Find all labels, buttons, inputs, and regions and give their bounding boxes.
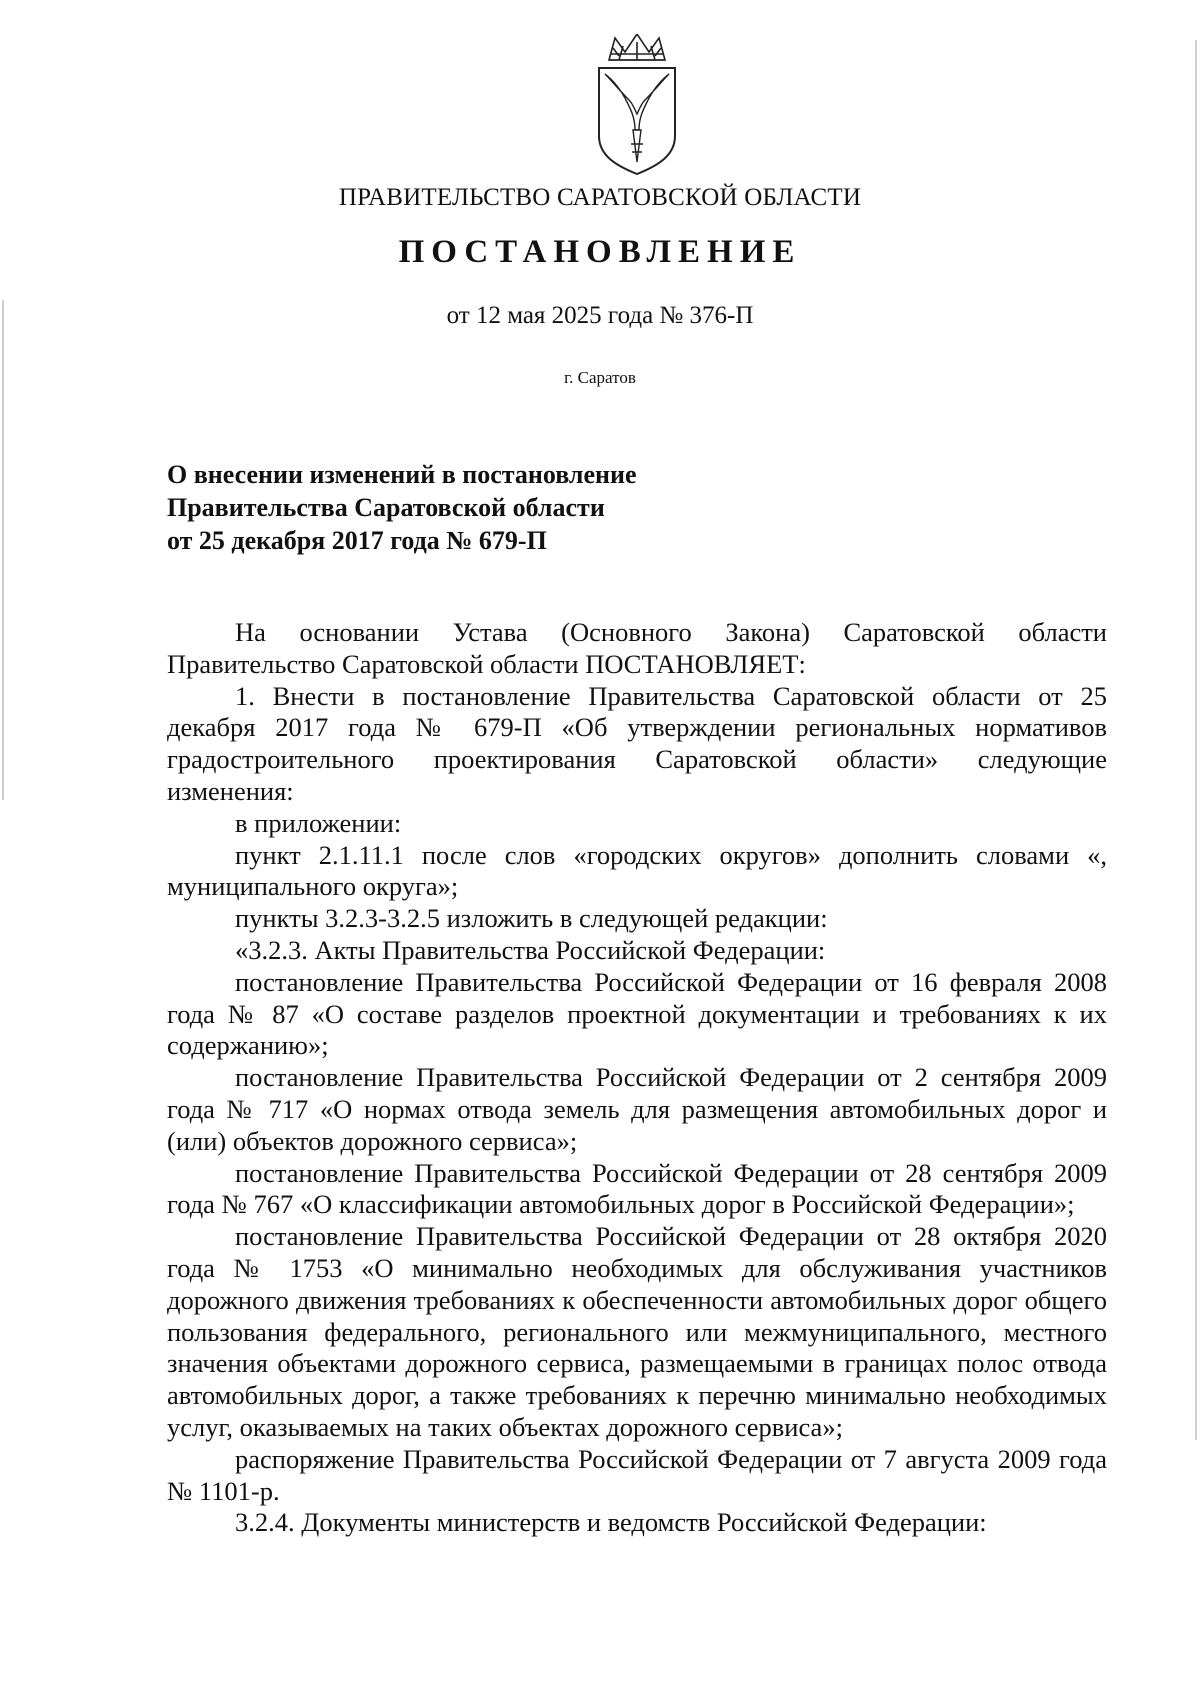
coat-of-arms-icon [595, 34, 679, 176]
scan-edge-mark [1195, 40, 1197, 1440]
body-paragraph: постановление Правительства Российской Федерации от 2 сентября 2009 года № 717 «О нормах отвода земель для размещения автомобильных дорог и (или) объектов дорожного сервиса»; [167, 1062, 1107, 1156]
body-paragraph: постановление Правительства Российской Федерации от 16 февраля 2008 года № 87 «О составе разделов проектной документации и требованиях к их содержанию»; [167, 966, 1107, 1061]
document-subject [167, 458, 867, 557]
document-body [167, 617, 1107, 1539]
body-paragraph: пункт 2.1.11.1 после слов «городских округов» дополнить словами «, муниципального округа»; [167, 839, 1107, 902]
body-paragraph: распоряжение Правительства Российской Федерации от 7 августа 2009 года № 1101-р. [167, 1443, 1107, 1506]
body-paragraph: «3.2.3. Акты Правительства Российской Федерации: [235, 934, 826, 965]
body-paragraph: На основании Устава (Основного Закона) Саратовской области Правительство Саратовской области ПОСТАНОВЛЯЕТ: [167, 617, 1107, 679]
document-city: г. Саратов [564, 368, 636, 387]
body-paragraph: в приложении: [235, 807, 402, 838]
subject-line: Правительства Саратовской области [167, 493, 605, 522]
body-paragraph: постановление Правительства Российской Федерации от 28 сентября 2009 года № 767 «О классификации автомобильных дорог в Российской Федерации»; [167, 1157, 1107, 1220]
scan-edge-mark [2, 300, 4, 800]
body-paragraph: постановление Правительства Российской Федерации от 28 октября 2020 года № 1753 «О минимально необходимых для обслуживания участников дорожного движения требованиях к обеспеченности автомобильных дорог общего пользования федерального, регионального или межмуниципального, местного значения объектами дорожного сервиса, размещаемыми в границах полос отвода автомобильных дорог, а также требованиях к перечню минимально необходимых услуг, оказываемых на таких объектах дорожного сервиса»; [167, 1221, 1107, 1442]
document-type-title: ПОСТАНОВЛЕНИЕ [398, 234, 802, 270]
body-paragraph: 3.2.4. Документы министерств и ведомств Российской Федерации: [235, 1507, 987, 1538]
issuer-heading: ПРАВИТЕЛЬСТВО САРАТОВСКОЙ ОБЛАСТИ [338, 184, 862, 211]
document-date-number: от 12 мая 2025 года № 376-П [446, 302, 754, 329]
body-paragraph: пункты 3.2.3-3.2.5 изложить в следующей редакции: [235, 903, 828, 934]
subject-line: О внесении изменений в постановление [167, 460, 637, 489]
body-paragraph: 1. Внести в постановление Правительства Саратовской области от 25 декабря 2017 года № 679-П «Об утверждении региональных нормативов градостроительного проектирования Саратовской области» следующие изменения: [167, 680, 1107, 806]
subject-line: от 25 декабря 2017 года № 679-П [167, 526, 547, 555]
